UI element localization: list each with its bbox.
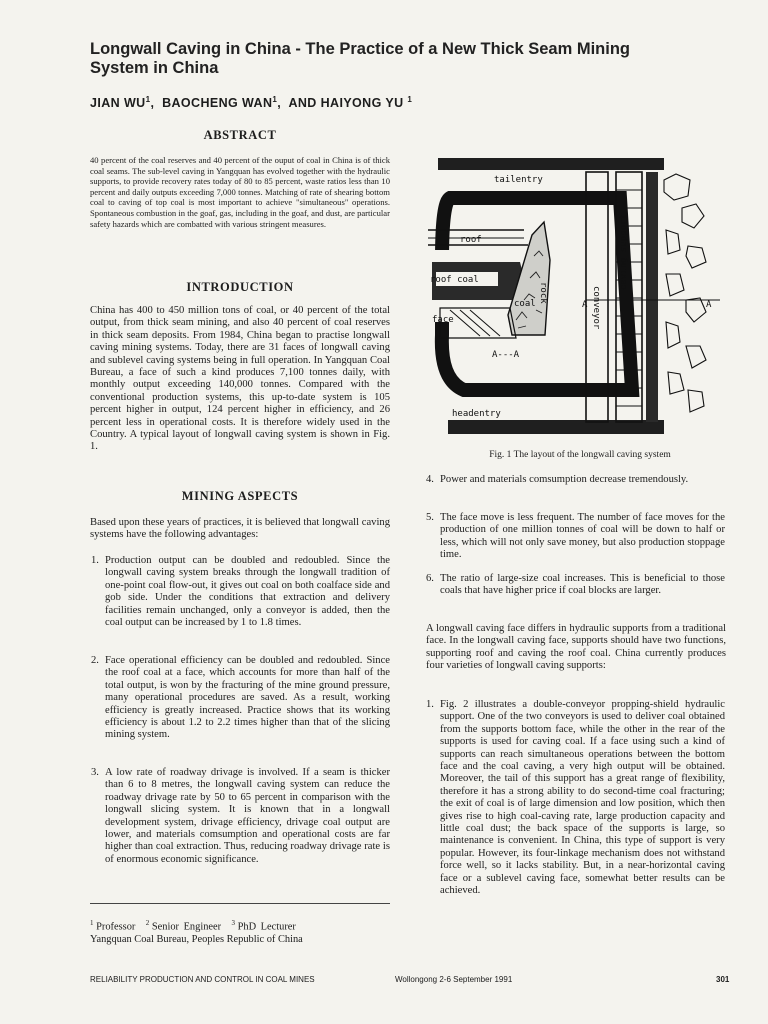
author-mark: 1 bbox=[145, 95, 151, 104]
footnote-positions bbox=[90, 917, 410, 933]
support-paragraph: A longwall caving face differs in hydraulic supports from a traditional face. In the longwall caving face, supports should have two functions, supporting roof and caving the roof coal. China currently produces four varieties of longwall caving supports: bbox=[426, 623, 726, 672]
list-item bbox=[426, 699, 725, 898]
mining-aspects-intro: Based upon these years of practices, it is believed that longwall caving systems have the following advantages: bbox=[90, 517, 390, 541]
author-name: BAOCHENG WAN bbox=[162, 96, 273, 111]
label-rock: rock bbox=[538, 282, 548, 304]
label-section: A---A bbox=[492, 350, 520, 360]
list-number: 3. bbox=[91, 767, 99, 778]
tailentry-roadway bbox=[438, 158, 664, 170]
list-item bbox=[91, 767, 390, 866]
list-number: 2. bbox=[91, 655, 99, 666]
footer-date: Wollongong 2-6 September 1991 bbox=[395, 975, 513, 984]
label-coal: coal bbox=[514, 299, 536, 309]
label-a: A bbox=[706, 300, 712, 310]
list-item bbox=[91, 555, 390, 629]
page-number: 301 bbox=[716, 975, 730, 984]
list-text: Production output can be doubled and redoubled. Since the longwall caving system breaks through the longwall tradition of one-point coal flow-out, it gives out coal on both coalface side and gob side. Under the conditions that extraction and delivery facilities remain unchanged, only a conveyor is added, then the coal output can be increased by 1 to 1.8 times. bbox=[105, 555, 390, 629]
label-conveyor: conveyor bbox=[591, 286, 601, 330]
label-tailentry: tailentry bbox=[494, 175, 543, 185]
author-line: JIAN $WU^1$, BAOCHENG WAN$^1$, AND HAIYONG YU $^1$ bbox=[90, 95, 413, 111]
list-text: The face move is less frequent. The number of face moves for the production of one million tonnes of coal will be down to half or less, which will not only save money, but also production stoppage time. bbox=[440, 512, 725, 561]
list-text: Face operational efficiency can be doubled and redoubled. Since the roof coal at a face, which accounts for more than half of the total output, is won by the fracturing of the mine ground pressure, many operational procedures are saved. As a result, working efficiency is greatly increased. Practice shows that its working efficiency is about 1.2 to 2.2 times higher than that of the slicing mining system. bbox=[105, 655, 390, 741]
list-item bbox=[426, 573, 725, 598]
footnote bbox=[90, 917, 410, 946]
list-number: 1. bbox=[426, 699, 434, 710]
label-roof: roof bbox=[460, 235, 482, 245]
footnote-position: PhD Lecturer bbox=[237, 921, 296, 933]
footnote-position: Professor bbox=[96, 921, 136, 933]
figure-caption: Fig. 1 The layout of the longwall caving system bbox=[489, 450, 671, 460]
list-text: The ratio of large-size coal increases. This is beneficial to those coals that have higher price if coal blocks are larger. bbox=[440, 573, 725, 597]
list-number: 4. bbox=[426, 474, 434, 485]
list-item bbox=[426, 512, 725, 562]
list-number: 1. bbox=[91, 555, 99, 566]
list-number: 5. bbox=[426, 512, 434, 523]
list-text: Power and materials comsumption decrease tremendously. bbox=[440, 474, 689, 485]
label-face: face bbox=[432, 315, 454, 325]
abstract-heading: ABSTRACT bbox=[203, 128, 277, 142]
author-mark: 1 bbox=[272, 95, 278, 104]
paper-title: Longwall Caving in China - The Practice of a New Thick Seam Mining System in China bbox=[90, 40, 631, 77]
label-roof-coal: roof coal bbox=[430, 275, 479, 285]
footnote-rule bbox=[90, 903, 390, 904]
list-text: A low rate of roadway drivage is involved. If a seam is thicker than 6 to 8 metres, the longwall caving system can reduce the roadway drivage rate by 50 to 65 percent in comparison with the longwall slicing system. It is known that in a longwall development system, drivage efficiency, drivage coal output are lower, and materials comsumption and operational costs are far higher than coal extraction. Thus, reducing roadway drivage rate is of enormous economic significance. bbox=[105, 767, 390, 865]
footnote-mark: 2 bbox=[145, 919, 150, 927]
footnote-affiliation: Yangquan Coal Bureau, Peoples Republic of China bbox=[90, 934, 303, 946]
abstract-text: 40 percent of the coal reserves and 40 percent of the ouput of coal in China is of thick coal seams. The sub-level caving in Yangquan has evolved together with the hydraulic supports, to provide recovery rates today of 80 to 85 percent, waste ratios less than 10 percent and daily outputs exceeding 7,000 tonnes. Matching of rate of shearing bottom coal to caving of top coal is most important to achieve "simultaneous" operations. Spontaneous combustion in the goaf, gas, including in the goaf, and dust, are particular safety hazards which are combatted with various stringent measures. bbox=[90, 155, 390, 229]
list-item bbox=[426, 474, 725, 486]
introduction-heading: INTRODUCTION bbox=[186, 280, 294, 294]
figure-longwall-layout bbox=[420, 150, 740, 442]
list-text: Fig. 2 illustrates a double-conveyor propping-shield hydraulic support. One of the two conveyors is used to deliver coal obtained from the supports bottom face, while the other in the rear of the supports is used for caving coal. If a face using such a kind of supports can reach simultaneous operations between the bottom face and the coal caving, a very high output will be obtained. Moreover, the tail of this support has a great range of flexibility, therefore it has a strong ability to do second-time coal fracturing; the exit of coal is of large dimension and low position, which then gives rise to high coal-caving rate, large production capacity and little coal dust; the back space of the supports is large, so maintenance is convenient. In China, this type of support is very popular. However, its four-linkage mechanism does not withstand force well, so it lacks stability. But, in a near-horizontal caving face or a sublevel caving face, somewhat better results can be achieved. bbox=[440, 699, 725, 897]
author-name: AND HAIYONG YU bbox=[288, 96, 404, 111]
mining-aspects-heading: MINING ASPECTS bbox=[181, 489, 299, 503]
list-number: 6. bbox=[426, 573, 434, 584]
introduction-text: China has 400 to 450 million tons of coal, or 40 percent of the total output, from thick seam mining, and also 40 percent of coal reserves in thick seam deposits. From 1984, China began to practise longwall caving mining systems. Today, there are 31 faces of longwall caving and sublevel caving systems being in full operation. In Yangquan Coal Bureau, a face of such a kind produces 7,100 tonnes daily, with monthly output exceeding 140,000 tonnes. Compared with the conventional production systems, this up-to-date system is 105 percent higher in output, 124 percent higher in efficiency, and 26 percent less in operational costs. It is therefore widely used in the Country. A typical layout of longwall caving system is shown in Fig. 1. bbox=[90, 305, 390, 453]
footnote-mark: 3 bbox=[231, 919, 235, 927]
label-a: A bbox=[582, 300, 588, 310]
author-mark: 1 bbox=[407, 95, 413, 104]
list-item bbox=[91, 655, 390, 742]
label-caving-support: caving support bbox=[619, 214, 629, 290]
footnote-mark: 1 bbox=[90, 919, 94, 927]
label-headentry: headentry bbox=[452, 409, 501, 419]
footnote-position: Senior Engineer bbox=[151, 921, 222, 933]
author-name: JIAN WU bbox=[90, 96, 146, 111]
footer-proceedings: RELIABILITY PRODUCTION AND CONTROL IN COAL MINES bbox=[90, 975, 315, 984]
